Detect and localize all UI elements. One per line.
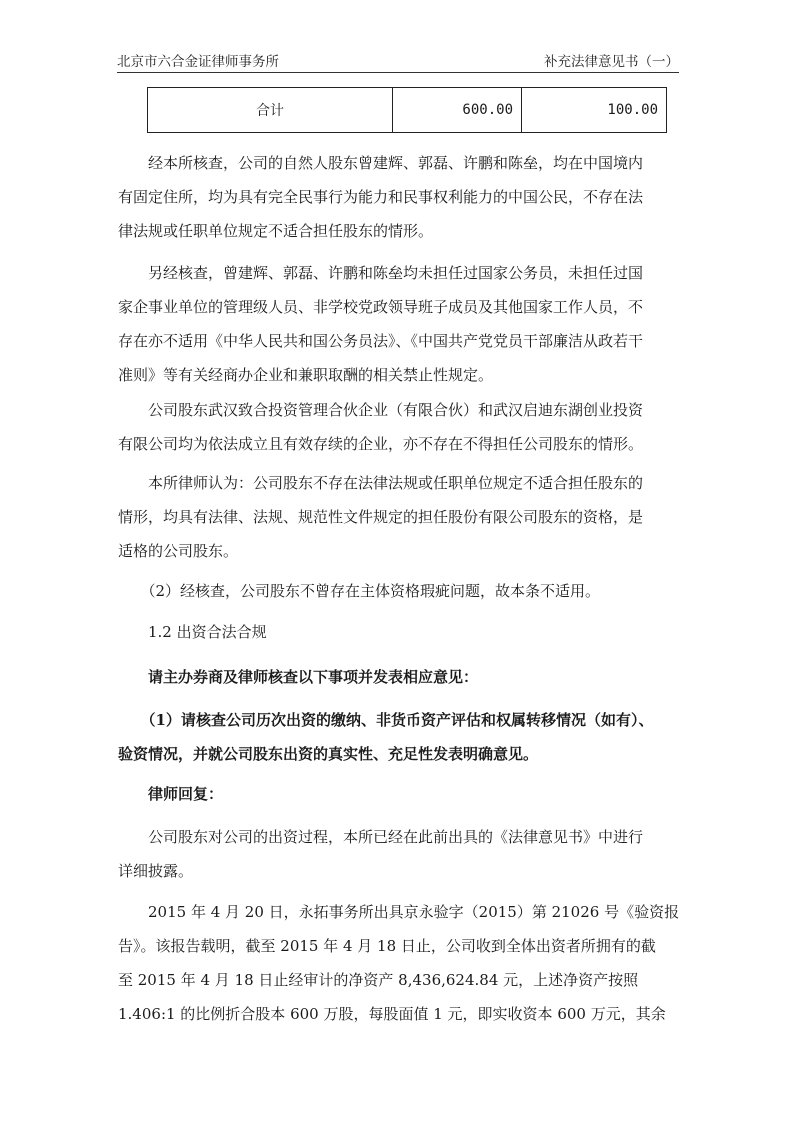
text-line: 适格的公司股东。 <box>118 542 239 560</box>
paragraph-item-2 <box>118 574 684 608</box>
total-value-2: 100.00 <box>522 88 667 133</box>
text-line: 2015 年 4 月 20 日，永拓事务所出具京永验字（2015）第 21026 号《验资报 <box>118 903 680 921</box>
text-line: 公司股东武汉致合投资管理合伙企业（有限合伙）和武汉启迪东湖创业投资 <box>118 401 644 419</box>
paragraph-lawyer-reply-heading <box>118 777 684 811</box>
text-line: 家企事业单位的管理级人员、非学校党政领导班子成员及其他国家工作人员，不 <box>118 298 644 316</box>
text-line: 至 2015 年 4 月 18 日止经审计的净资产 8,436,624.84 元，上述净资产按照 <box>118 971 639 989</box>
firm-name: 北京市六合金证律师事务所 <box>117 54 279 70</box>
text-line: 公司股东对公司的出资过程，本所已经在此前出具的《法律意见书》中进行 <box>118 828 644 846</box>
text-line: 1.2 出资合法合规 <box>118 623 267 641</box>
text-line: 情形，均具有法律、法规、规范性文件规定的担任股份有限公司股东的资格，是 <box>118 508 644 526</box>
text-line: 验资情况，并就公司股东出资的真实性、充足性发表明确意见。 <box>118 745 539 763</box>
text-line: 请主办券商及律师核查以下事项并发表相应意见： <box>118 668 479 686</box>
section-heading-1-2 <box>118 615 684 649</box>
paragraph-lawyer-opinion <box>118 466 684 568</box>
total-value-1: 600.00 <box>393 88 522 133</box>
page-header <box>117 46 679 73</box>
total-table <box>147 87 667 133</box>
text-line: 准则》等有关经商办企业和兼职取酬的相关禁止性规定。 <box>118 366 494 384</box>
text-line: 1.406:1 的比例折合股本 600 万股，每股面值 1 元，即实收资本 600 万元，其余 <box>118 1005 666 1023</box>
text-line: （1）请核查公司历次出资的缴纳、非货币资产评估和权属转移情况（如有）、 <box>118 711 654 729</box>
paragraph-disclosure <box>118 820 684 888</box>
text-line: 另经核查，曾建辉、郭磊、许鹏和陈垒均未担任过国家公务员，未担任过国 <box>118 264 644 282</box>
paragraph-verification-report <box>118 895 684 1031</box>
text-line: 详细披露。 <box>118 862 194 880</box>
text-line: 本所律师认为：公司股东不存在法律法规或任职单位规定不适合担任股东的 <box>118 474 644 492</box>
paragraph-request-item-1 <box>118 703 684 771</box>
total-label: 合计 <box>148 88 393 133</box>
paragraph-request <box>118 660 684 694</box>
text-line: 经本所核查，公司的自然人股东曾建辉、郭磊、许鹏和陈垒，均在中国境内 <box>118 154 644 172</box>
table-row <box>148 88 667 133</box>
text-line: 有固定住所，均为具有完全民事行为能力和民事权利能力的中国公民，不存在法 <box>118 188 644 206</box>
text-line: 律法规或任职单位规定不适合担任股东的情形。 <box>118 222 434 240</box>
text-line: 有限公司均为依法成立且有效存续的企业，亦不存在不得担任公司股东的情形。 <box>118 435 644 453</box>
text-line: （2）经核查，公司股东不曾存在主体资格瑕疵问题，故本条不适用。 <box>118 582 601 600</box>
text-line: 存在亦不适用《中华人民共和国公务员法》、《中国共产党党员干部廉洁从政若干 <box>118 332 644 350</box>
paragraph-civil-servant-check <box>118 256 684 392</box>
paragraph-corporate-shareholders <box>118 393 684 461</box>
text-line: 告》。该报告载明，截至 2015 年 4 月 18 日止，公司收到全体出资者所拥有的截 <box>118 937 656 955</box>
document-title: 补充法律意见书（一） <box>544 54 679 70</box>
paragraph-shareholder-check <box>118 146 684 248</box>
text-line: 律师回复： <box>118 785 224 803</box>
